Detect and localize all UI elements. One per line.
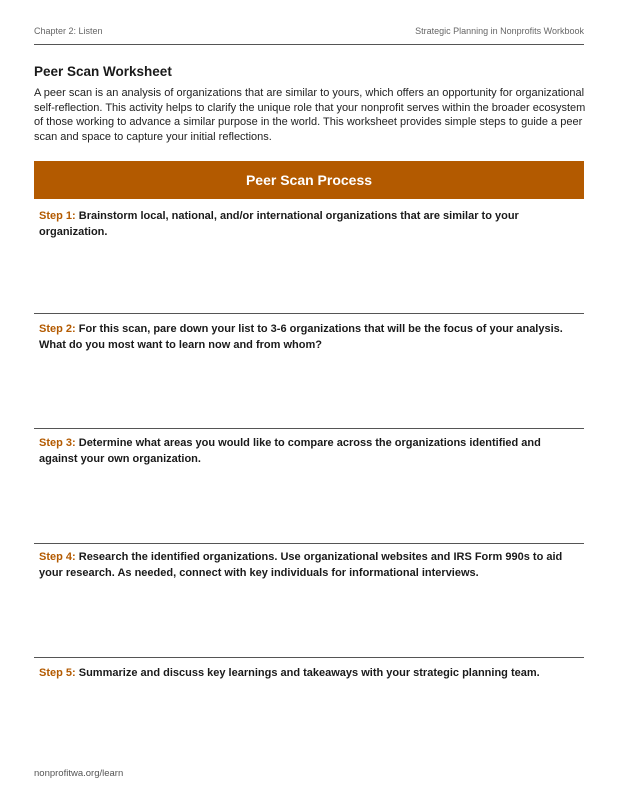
chapter-label: Chapter 2: Listen	[34, 26, 103, 36]
step-3	[34, 435, 584, 467]
step-text: Research the identified organizations. Use organizational websites and IRS Form 990s to aid your research. As needed, connect with key individuals for informational interviews.	[39, 551, 563, 579]
step-text: Summarize and discuss key learnings and takeaways with your strategic planning team.	[78, 667, 540, 679]
step-text: For this scan, pare down your list to 3-6 organizations that will be the focus of your analysis. What do you most want to learn now and from whom?	[39, 323, 563, 351]
step-4	[34, 549, 584, 581]
step-5	[34, 665, 584, 681]
step-number: Step 1:	[39, 210, 76, 222]
step-number: Step 5:	[39, 667, 76, 679]
worksheet-intro: A peer scan is an analysis of organizations that are similar to yours, which offers an opportunity for organizational self-reflection. This activity helps to clarify the unique role that your nonprofit serves within the broader ecosystem of those working to advance a similar purpose in the world. This worksheet provides simple steps to guide a peer scan and space to capture your initial reflections.	[34, 87, 586, 143]
divider	[34, 313, 584, 314]
process-banner: Peer Scan Process	[34, 161, 584, 199]
footer-url: nonprofitwa.org/learn	[34, 768, 124, 779]
worksheet-title: Peer Scan Worksheet	[34, 64, 172, 79]
step-text: Determine what areas you would like to compare across the organizations identified and against your own organization.	[39, 437, 541, 465]
step-number: Step 3:	[39, 437, 76, 449]
divider	[34, 657, 584, 658]
book-title: Strategic Planning in Nonprofits Workbook	[415, 26, 584, 36]
divider	[34, 543, 584, 544]
step-number: Step 2:	[39, 323, 76, 335]
step-text: Brainstorm local, national, and/or international organizations that are similar to your organization.	[39, 210, 519, 238]
step-1	[34, 208, 584, 240]
step-number: Step 4:	[39, 551, 76, 563]
divider	[34, 428, 584, 429]
step-2	[34, 321, 584, 353]
page-header	[34, 22, 584, 45]
